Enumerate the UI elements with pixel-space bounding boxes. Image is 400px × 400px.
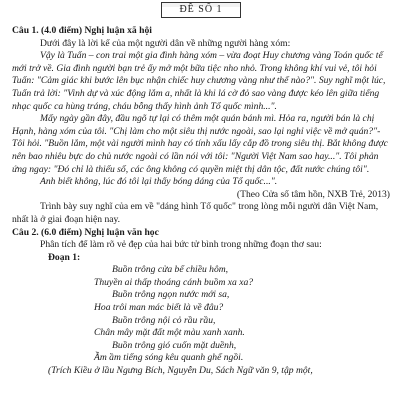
poem-line: Buồn trông gió cuốn mặt duềnh, xyxy=(112,339,237,351)
poem-line: Buồn trông ngọn nước mới sa, xyxy=(112,289,230,301)
section2-heading: Câu 2. (6.0 điểm) Nghị luận văn học xyxy=(12,226,159,238)
section1-task: Trình bày suy nghĩ của em về "dáng hình Tổ quốc" trong lòng mỗi người dân Việt Nam, nhất là ở giai đoạn hiện nay. xyxy=(12,201,379,225)
poem-block xyxy=(12,264,392,365)
section1-intro: Dưới đây là lời kể của một người dân về những người hàng xóm: xyxy=(40,37,291,49)
story-paragraph-2: Mấy ngày gần đây, đầu ngõ tự lại có thêm một quán bánh mì. Hỏa ra, người bán là chị Hạnh, hàng xóm của tôi. "Chị làm cho một siêu thị nước ngoài, sao lại nghỉ việc về mở quán?"- Tôi hỏi. "Buồn lắm, một vài người mình hay có tính xấu lấy cắp đồ trong siêu thị. Bắt không được nên bao nhiêu bực do chủ nước ngoài có lần nói với tôi: "Người Việt Nam sao hay...". Tôi phản ứng ngay: "Đó chỉ là thiểu số, các ông không có quyền miệt thị dân tộc, đất nước chúng tôi". xyxy=(12,113,388,175)
story-source: (Theo Cửa sổ tâm hồn, NXB Trẻ, 2013) xyxy=(236,188,390,200)
story-paragraph-3: Anh biết không, lúc đó tôi lại thấy bóng dáng của Tổ quốc...". xyxy=(40,176,278,188)
section2-intro: Phân tích để làm rõ vẻ đẹp của hai bức tử bình trong những đoạn thơ sau: xyxy=(40,239,322,251)
exam-title: ĐỀ SỐ 1 xyxy=(179,4,223,15)
poem-line: Buồn trông cửa bể chiều hôm, xyxy=(112,264,229,276)
poem-line: Hoa trôi man mác biết là về đâu? xyxy=(94,302,224,314)
section1-heading: Câu 1. (4.0 điểm) Nghị luận xã hội xyxy=(12,25,152,36)
poem-reference: (Trích Kiều ở lầu Ngưng Bích, Nguyễn Du, Sách Ngữ văn 9, tập một, xyxy=(48,365,313,377)
poem-line: Thuyền ai thấp thoáng cánh buồm xa xa? xyxy=(94,276,254,288)
poem-line: Buồn trông nội cỏ rầu rầu, xyxy=(112,314,216,326)
excerpt-label: Đoạn 1: xyxy=(48,251,81,263)
poem-line: Ầm ầm tiếng sóng kêu quanh ghế ngồi. xyxy=(94,352,244,364)
poem-line: Chân mây mặt đất một màu xanh xanh. xyxy=(94,327,245,339)
document-body xyxy=(12,25,392,378)
exam-title-box xyxy=(161,2,241,18)
story-paragraph-1: Vậy là Tuấn – con trai một gia đình hàng xóm – vừa đoạt Huy chương vàng Toán quốc tế mới trở về. Gia đình người bạn trẻ ấy mở một bữa tiệc nho nhỏ. Trong không khí vui vẻ, tôi hỏi Tuấn: "Cảm giác khi bước lên bục nhận chiếc huy chương vàng như thế nào?". Suy nghĩ một lúc, Tuấn trả lời: "Vinh dự và xúc động lắm a, nhất là khi lá cờ đỏ sao vàng được kéo lên giữa tiếng nhạc quốc ca hùng tráng, cháu bỗng thấy hình ảnh Tổ quốc mình...". xyxy=(12,50,386,112)
